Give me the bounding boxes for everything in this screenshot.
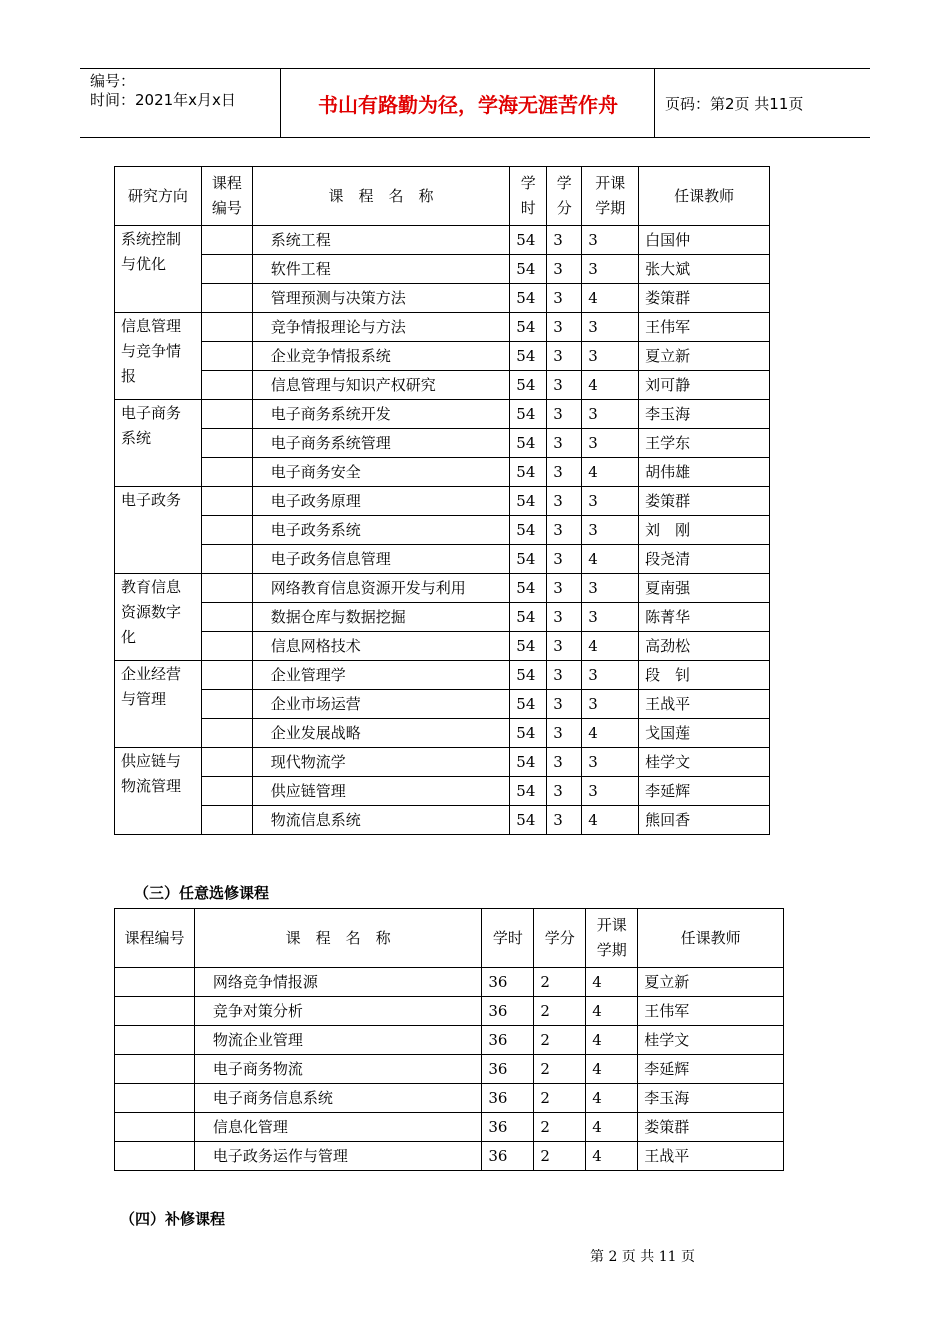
course-name-cell: 电子政务原理 bbox=[252, 487, 509, 516]
hours-cell: 36 bbox=[482, 1055, 534, 1084]
research-direction-cell: 企业经营与管理 bbox=[115, 661, 202, 748]
course-name-cell: 信息网格技术 bbox=[252, 632, 509, 661]
course-code-cell bbox=[201, 226, 252, 255]
hours-cell: 54 bbox=[510, 545, 547, 574]
column-header: 课 程 名 称 bbox=[194, 909, 481, 968]
hours-cell: 54 bbox=[510, 284, 547, 313]
course-name-cell: 供应链管理 bbox=[252, 777, 509, 806]
semester-cell: 4 bbox=[586, 968, 638, 997]
semester-cell: 4 bbox=[582, 719, 639, 748]
table-row bbox=[115, 1026, 784, 1055]
teacher-cell: 王战平 bbox=[638, 1142, 784, 1171]
table-row bbox=[115, 1055, 784, 1084]
course-name-cell: 物流企业管理 bbox=[194, 1026, 481, 1055]
semester-cell: 4 bbox=[582, 458, 639, 487]
course-code-cell bbox=[201, 487, 252, 516]
course-code-cell bbox=[201, 255, 252, 284]
credits-cell: 3 bbox=[547, 226, 582, 255]
teacher-cell: 戈国莲 bbox=[639, 719, 770, 748]
teacher-cell: 刘可静 bbox=[639, 371, 770, 400]
credits-cell: 3 bbox=[547, 661, 582, 690]
document-number-label: 编号： bbox=[90, 72, 136, 90]
teacher-cell: 高劲松 bbox=[639, 632, 770, 661]
semester-cell: 4 bbox=[586, 1113, 638, 1142]
course-code-cell bbox=[115, 997, 195, 1026]
semester-cell: 4 bbox=[582, 632, 639, 661]
course-name-cell: 竞争对策分析 bbox=[194, 997, 481, 1026]
course-code-cell bbox=[115, 1113, 195, 1142]
teacher-cell: 夏南强 bbox=[639, 574, 770, 603]
header-meta bbox=[80, 69, 281, 137]
teacher-cell: 李玉海 bbox=[638, 1084, 784, 1113]
course-code-cell bbox=[201, 719, 252, 748]
table-row bbox=[115, 603, 770, 632]
table-row bbox=[115, 574, 770, 603]
column-header: 开课学期 bbox=[586, 909, 638, 968]
teacher-cell: 娄策群 bbox=[639, 487, 770, 516]
course-code-cell bbox=[201, 603, 252, 632]
hours-cell: 54 bbox=[510, 487, 547, 516]
research-direction-cell: 供应链与物流管理 bbox=[115, 748, 202, 835]
section-title-optional-courses: （三）任意选修课程 bbox=[134, 884, 270, 902]
credits-cell: 3 bbox=[547, 574, 582, 603]
credits-cell: 3 bbox=[547, 400, 582, 429]
column-header: 任课教师 bbox=[639, 167, 770, 226]
teacher-cell: 刘 刚 bbox=[639, 516, 770, 545]
course-code-cell bbox=[115, 1026, 195, 1055]
course-code-cell bbox=[201, 748, 252, 777]
teacher-cell: 张大斌 bbox=[639, 255, 770, 284]
hours-cell: 36 bbox=[482, 968, 534, 997]
credits-cell: 2 bbox=[534, 1026, 586, 1055]
teacher-cell: 胡伟雄 bbox=[639, 458, 770, 487]
column-header: 学时 bbox=[510, 167, 547, 226]
hours-cell: 54 bbox=[510, 313, 547, 342]
course-name-cell: 电子政务运作与管理 bbox=[194, 1142, 481, 1171]
teacher-cell: 李延辉 bbox=[638, 1055, 784, 1084]
course-name-cell: 网络竞争情报源 bbox=[194, 968, 481, 997]
course-code-cell bbox=[115, 1055, 195, 1084]
table-row bbox=[115, 400, 770, 429]
course-name-cell: 企业市场运营 bbox=[252, 690, 509, 719]
teacher-cell: 熊回香 bbox=[639, 806, 770, 835]
course-name-cell: 电子商务系统开发 bbox=[252, 400, 509, 429]
teacher-cell: 王伟军 bbox=[639, 313, 770, 342]
teacher-cell: 段 钊 bbox=[639, 661, 770, 690]
course-code-cell bbox=[201, 632, 252, 661]
course-code-cell bbox=[201, 574, 252, 603]
credits-cell: 3 bbox=[547, 516, 582, 545]
hours-cell: 36 bbox=[482, 1026, 534, 1055]
hours-cell: 54 bbox=[510, 748, 547, 777]
credits-cell: 3 bbox=[547, 777, 582, 806]
research-direction-cell: 系统控制与优化 bbox=[115, 226, 202, 313]
semester-cell: 4 bbox=[586, 1026, 638, 1055]
credits-cell: 3 bbox=[547, 313, 582, 342]
semester-cell: 3 bbox=[582, 748, 639, 777]
hours-cell: 54 bbox=[510, 632, 547, 661]
credits-cell: 3 bbox=[547, 690, 582, 719]
credits-cell: 3 bbox=[547, 458, 582, 487]
credits-cell: 3 bbox=[547, 603, 582, 632]
table-row bbox=[115, 313, 770, 342]
semester-cell: 3 bbox=[582, 574, 639, 603]
hours-cell: 54 bbox=[510, 429, 547, 458]
semester-cell: 4 bbox=[586, 1055, 638, 1084]
research-direction-cell: 电子政务 bbox=[115, 487, 202, 574]
hours-cell: 36 bbox=[482, 1084, 534, 1113]
course-code-cell bbox=[115, 968, 195, 997]
research-direction-cell: 信息管理与竞争情报 bbox=[115, 313, 202, 400]
hours-cell: 36 bbox=[482, 1142, 534, 1171]
course-code-cell bbox=[201, 516, 252, 545]
column-header: 开课学期 bbox=[582, 167, 639, 226]
course-name-cell: 电子商务信息系统 bbox=[194, 1084, 481, 1113]
credits-cell: 2 bbox=[534, 1055, 586, 1084]
credits-cell: 3 bbox=[547, 487, 582, 516]
hours-cell: 54 bbox=[510, 806, 547, 835]
research-direction-cell: 电子商务系统 bbox=[115, 400, 202, 487]
semester-cell: 3 bbox=[582, 255, 639, 284]
credits-cell: 3 bbox=[547, 748, 582, 777]
hours-cell: 54 bbox=[510, 226, 547, 255]
semester-cell: 3 bbox=[582, 429, 639, 458]
table-row bbox=[115, 1084, 784, 1113]
hours-cell: 54 bbox=[510, 603, 547, 632]
table-row bbox=[115, 458, 770, 487]
hours-cell: 36 bbox=[482, 1113, 534, 1142]
teacher-cell: 王伟军 bbox=[638, 997, 784, 1026]
teacher-cell: 李玉海 bbox=[639, 400, 770, 429]
hours-cell: 36 bbox=[482, 997, 534, 1026]
header-motto: 书山有路勤为径，学海无涯苦作舟 bbox=[282, 69, 655, 137]
semester-cell: 3 bbox=[582, 690, 639, 719]
teacher-cell: 李延辉 bbox=[639, 777, 770, 806]
table-row bbox=[115, 777, 770, 806]
semester-cell: 3 bbox=[582, 226, 639, 255]
credits-cell: 3 bbox=[547, 284, 582, 313]
credits-cell: 2 bbox=[534, 1142, 586, 1171]
teacher-cell: 王学东 bbox=[639, 429, 770, 458]
credits-cell: 3 bbox=[547, 545, 582, 574]
credits-cell: 3 bbox=[547, 429, 582, 458]
course-code-cell bbox=[201, 400, 252, 429]
credits-cell: 3 bbox=[547, 632, 582, 661]
course-name-cell: 电子商务安全 bbox=[252, 458, 509, 487]
table-row bbox=[115, 255, 770, 284]
optional-course-table bbox=[114, 908, 784, 1171]
table-row bbox=[115, 968, 784, 997]
hours-cell: 54 bbox=[510, 400, 547, 429]
table-row bbox=[115, 342, 770, 371]
course-code-cell bbox=[201, 661, 252, 690]
course-code-cell bbox=[201, 371, 252, 400]
table-row bbox=[115, 806, 770, 835]
teacher-cell: 桂学文 bbox=[638, 1026, 784, 1055]
teacher-cell: 夏立新 bbox=[638, 968, 784, 997]
table-header-row bbox=[115, 167, 770, 226]
semester-cell: 3 bbox=[582, 342, 639, 371]
hours-cell: 54 bbox=[510, 516, 547, 545]
section-title-makeup-courses: （四）补修课程 bbox=[120, 1210, 226, 1228]
hours-cell: 54 bbox=[510, 661, 547, 690]
hours-cell: 54 bbox=[510, 574, 547, 603]
course-code-cell bbox=[115, 1142, 195, 1171]
credits-cell: 3 bbox=[547, 255, 582, 284]
course-name-cell: 电子商务系统管理 bbox=[252, 429, 509, 458]
semester-cell: 3 bbox=[582, 516, 639, 545]
semester-cell: 4 bbox=[582, 545, 639, 574]
course-name-cell: 企业管理学 bbox=[252, 661, 509, 690]
course-name-cell: 系统工程 bbox=[252, 226, 509, 255]
semester-cell: 4 bbox=[582, 371, 639, 400]
credits-cell: 3 bbox=[547, 806, 582, 835]
hours-cell: 54 bbox=[510, 690, 547, 719]
semester-cell: 4 bbox=[586, 1084, 638, 1113]
semester-cell: 4 bbox=[582, 284, 639, 313]
credits-cell: 2 bbox=[534, 1084, 586, 1113]
semester-cell: 4 bbox=[586, 997, 638, 1026]
course-name-cell: 现代物流学 bbox=[252, 748, 509, 777]
hours-cell: 54 bbox=[510, 719, 547, 748]
hours-cell: 54 bbox=[510, 777, 547, 806]
table-row bbox=[115, 690, 770, 719]
credits-cell: 2 bbox=[534, 1113, 586, 1142]
course-name-cell: 信息化管理 bbox=[194, 1113, 481, 1142]
course-code-cell bbox=[201, 284, 252, 313]
course-name-cell: 数据仓库与数据挖掘 bbox=[252, 603, 509, 632]
teacher-cell: 王战平 bbox=[639, 690, 770, 719]
table-header-row bbox=[115, 909, 784, 968]
semester-cell: 3 bbox=[582, 661, 639, 690]
semester-cell: 4 bbox=[586, 1142, 638, 1171]
course-name-cell: 网络教育信息资源开发与利用 bbox=[252, 574, 509, 603]
table-row bbox=[115, 371, 770, 400]
credits-cell: 3 bbox=[547, 719, 582, 748]
semester-cell: 3 bbox=[582, 603, 639, 632]
credits-cell: 3 bbox=[547, 342, 582, 371]
page-header bbox=[80, 68, 870, 138]
course-name-cell: 电子政务系统 bbox=[252, 516, 509, 545]
course-name-cell: 企业竞争情报系统 bbox=[252, 342, 509, 371]
semester-cell: 3 bbox=[582, 487, 639, 516]
credits-cell: 3 bbox=[547, 371, 582, 400]
course-name-cell: 物流信息系统 bbox=[252, 806, 509, 835]
teacher-cell: 夏立新 bbox=[639, 342, 770, 371]
course-code-cell bbox=[201, 313, 252, 342]
teacher-cell: 桂学文 bbox=[639, 748, 770, 777]
course-code-cell bbox=[201, 458, 252, 487]
table-row bbox=[115, 1142, 784, 1171]
hours-cell: 54 bbox=[510, 371, 547, 400]
research-direction-cell: 教育信息资源数字化 bbox=[115, 574, 202, 661]
teacher-cell: 陈菁华 bbox=[639, 603, 770, 632]
table-row bbox=[115, 1113, 784, 1142]
hours-cell: 54 bbox=[510, 255, 547, 284]
course-name-cell: 企业发展战略 bbox=[252, 719, 509, 748]
teacher-cell: 段尧清 bbox=[639, 545, 770, 574]
teacher-cell: 娄策群 bbox=[638, 1113, 784, 1142]
elective-course-table bbox=[114, 166, 770, 835]
table-row bbox=[115, 284, 770, 313]
table-row bbox=[115, 516, 770, 545]
column-header: 任课教师 bbox=[638, 909, 784, 968]
semester-cell: 3 bbox=[582, 777, 639, 806]
table-row bbox=[115, 997, 784, 1026]
column-header: 学时 bbox=[482, 909, 534, 968]
column-header: 课程编号 bbox=[201, 167, 252, 226]
course-code-cell bbox=[201, 342, 252, 371]
column-header: 课 程 名 称 bbox=[252, 167, 509, 226]
column-header: 学分 bbox=[534, 909, 586, 968]
page-footer: 第 2 页 共 11 页 bbox=[590, 1249, 695, 1265]
semester-cell: 3 bbox=[582, 313, 639, 342]
table-row bbox=[115, 487, 770, 516]
hours-cell: 54 bbox=[510, 458, 547, 487]
table-row bbox=[115, 661, 770, 690]
column-header: 学分 bbox=[547, 167, 582, 226]
course-name-cell: 管理预测与决策方法 bbox=[252, 284, 509, 313]
table-row bbox=[115, 632, 770, 661]
credits-cell: 2 bbox=[534, 968, 586, 997]
course-code-cell bbox=[201, 806, 252, 835]
course-name-cell: 电子政务信息管理 bbox=[252, 545, 509, 574]
table-row bbox=[115, 719, 770, 748]
course-code-cell bbox=[201, 429, 252, 458]
teacher-cell: 娄策群 bbox=[639, 284, 770, 313]
semester-cell: 4 bbox=[582, 806, 639, 835]
header-page-number: 页码：第2页 共11页 bbox=[665, 94, 804, 113]
course-code-cell bbox=[201, 690, 252, 719]
table-row bbox=[115, 429, 770, 458]
credits-cell: 2 bbox=[534, 997, 586, 1026]
course-name-cell: 软件工程 bbox=[252, 255, 509, 284]
course-name-cell: 信息管理与知识产权研究 bbox=[252, 371, 509, 400]
semester-cell: 3 bbox=[582, 400, 639, 429]
document-date-label: 时间：2021年x月x日 bbox=[90, 91, 236, 109]
column-header: 课程编号 bbox=[115, 909, 195, 968]
table-row bbox=[115, 226, 770, 255]
course-code-cell bbox=[115, 1084, 195, 1113]
course-code-cell bbox=[201, 545, 252, 574]
teacher-cell: 白国仲 bbox=[639, 226, 770, 255]
column-header: 研究方向 bbox=[115, 167, 202, 226]
hours-cell: 54 bbox=[510, 342, 547, 371]
table-row bbox=[115, 545, 770, 574]
course-code-cell bbox=[201, 777, 252, 806]
course-name-cell: 竞争情报理论与方法 bbox=[252, 313, 509, 342]
course-name-cell: 电子商务物流 bbox=[194, 1055, 481, 1084]
table-row bbox=[115, 748, 770, 777]
